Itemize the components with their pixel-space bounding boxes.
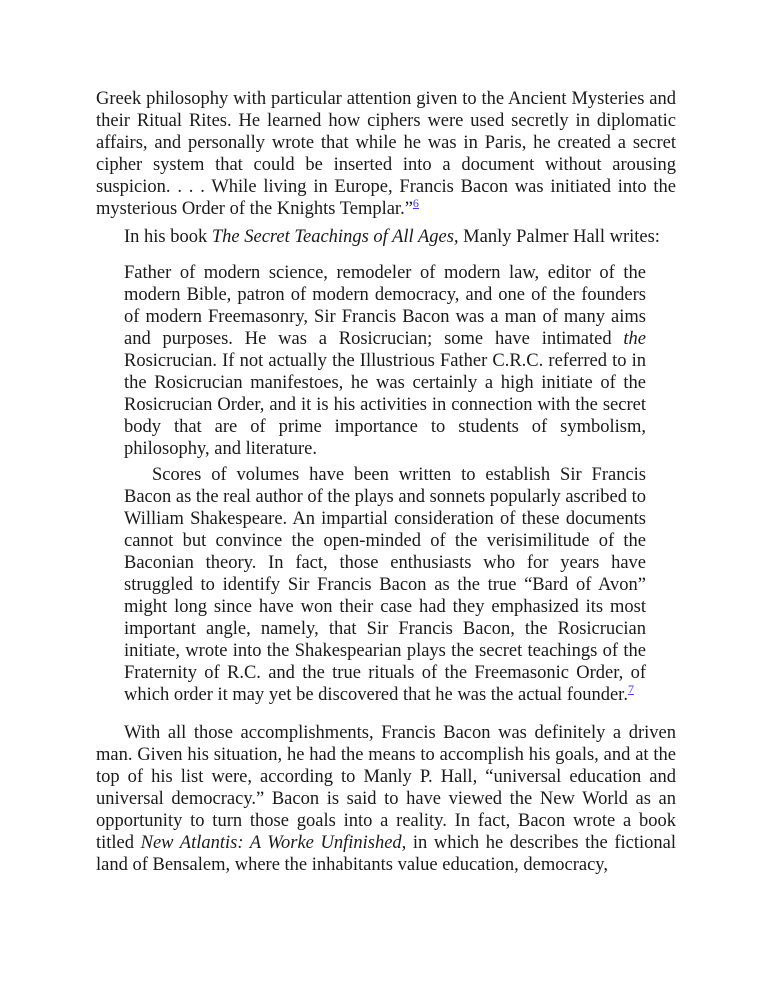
book-title: New Atlantis: A Worke Unfinished,: [140, 833, 407, 853]
footnote-link-7[interactable]: 7: [627, 681, 634, 696]
footnote-link-6[interactable]: 6: [412, 195, 419, 210]
quote-paragraph-1: [124, 262, 646, 460]
quote-paragraph-2: [124, 464, 646, 706]
paragraph-intro-quote: [96, 226, 676, 248]
paragraph-text: Manly Palmer Hall writes:: [458, 227, 660, 247]
quote-text: Father of modern science, remodeler of modern law, editor of the modern Bible, patron of modern democracy, and one of the founders of modern Freemasonry, Sir Francis Bacon was a man of many aims and purposes. He was a Rosicrucian; some have intimated: [124, 263, 646, 349]
paragraph-text: in which he describes the fictional land of Bensalem, where the inhabitants value education, democracy,: [96, 833, 677, 875]
block-quote: [124, 262, 646, 706]
paragraph-text: With all those accomplishments, Francis Bacon was definitely a driven man. Given his situation, he had the means to accomplish his goals, and at the top of his list were, according to Manly P. Hall, “universal education and universal democracy.” Bacon is said to have viewed the New World as an opportunity to turn those goals into a reality. In fact, Bacon wrote a book titled: [96, 723, 676, 853]
quote-emphasis: the: [623, 329, 646, 349]
paragraph-bacon-goals: [96, 722, 676, 876]
paragraph-text: Greek philosophy with particular attention given to the Ancient Mysteries and their Ritual Rites. He learned how ciphers were used secretly in diplomatic affairs, and personally wrote that while he was in Paris, he created a secret cipher system that could be inserted into a document without arousing suspicion. . . . While living in Europe, Francis Bacon was initiated into the mysterious Order of the Knights Templar.”: [96, 89, 676, 219]
paragraph-continuation: [96, 88, 676, 220]
quote-text: Scores of volumes have been written to establish Sir Francis Bacon as the real author of the plays and sonnets popularly ascribed to William Shakespeare. An impartial consideration of these documents cannot but convince the open-minded of the verisimilitude of the Baconian theory. In fact, those enthusiasts who for years have struggled to identify Sir Francis Bacon as the true “Bard of Avon” might long since have won their case had they emphasized its most important angle, namely, that Sir Francis Bacon, the Rosicrucian initiate, wrote into the Shakespearian plays the secret teachings of the Fraternity of R.C. and the true rituals of the Freemasonic Order, of which order it may yet be discovered that he was the actual founder.: [124, 465, 646, 705]
quote-text: Rosicrucian. If not actually the Illustrious Father C.R.C. referred to in the Rosicrucian manifestoes, he was certainly a high initiate of the Rosicrucian Order, and it is his activities in connection with the secret body that are of prime importance to students of symbolism, philosophy, and literature.: [124, 351, 646, 459]
document-page: [96, 88, 676, 876]
paragraph-text: In his book: [124, 227, 212, 247]
book-title: The Secret Teachings of All Ages,: [211, 227, 459, 247]
